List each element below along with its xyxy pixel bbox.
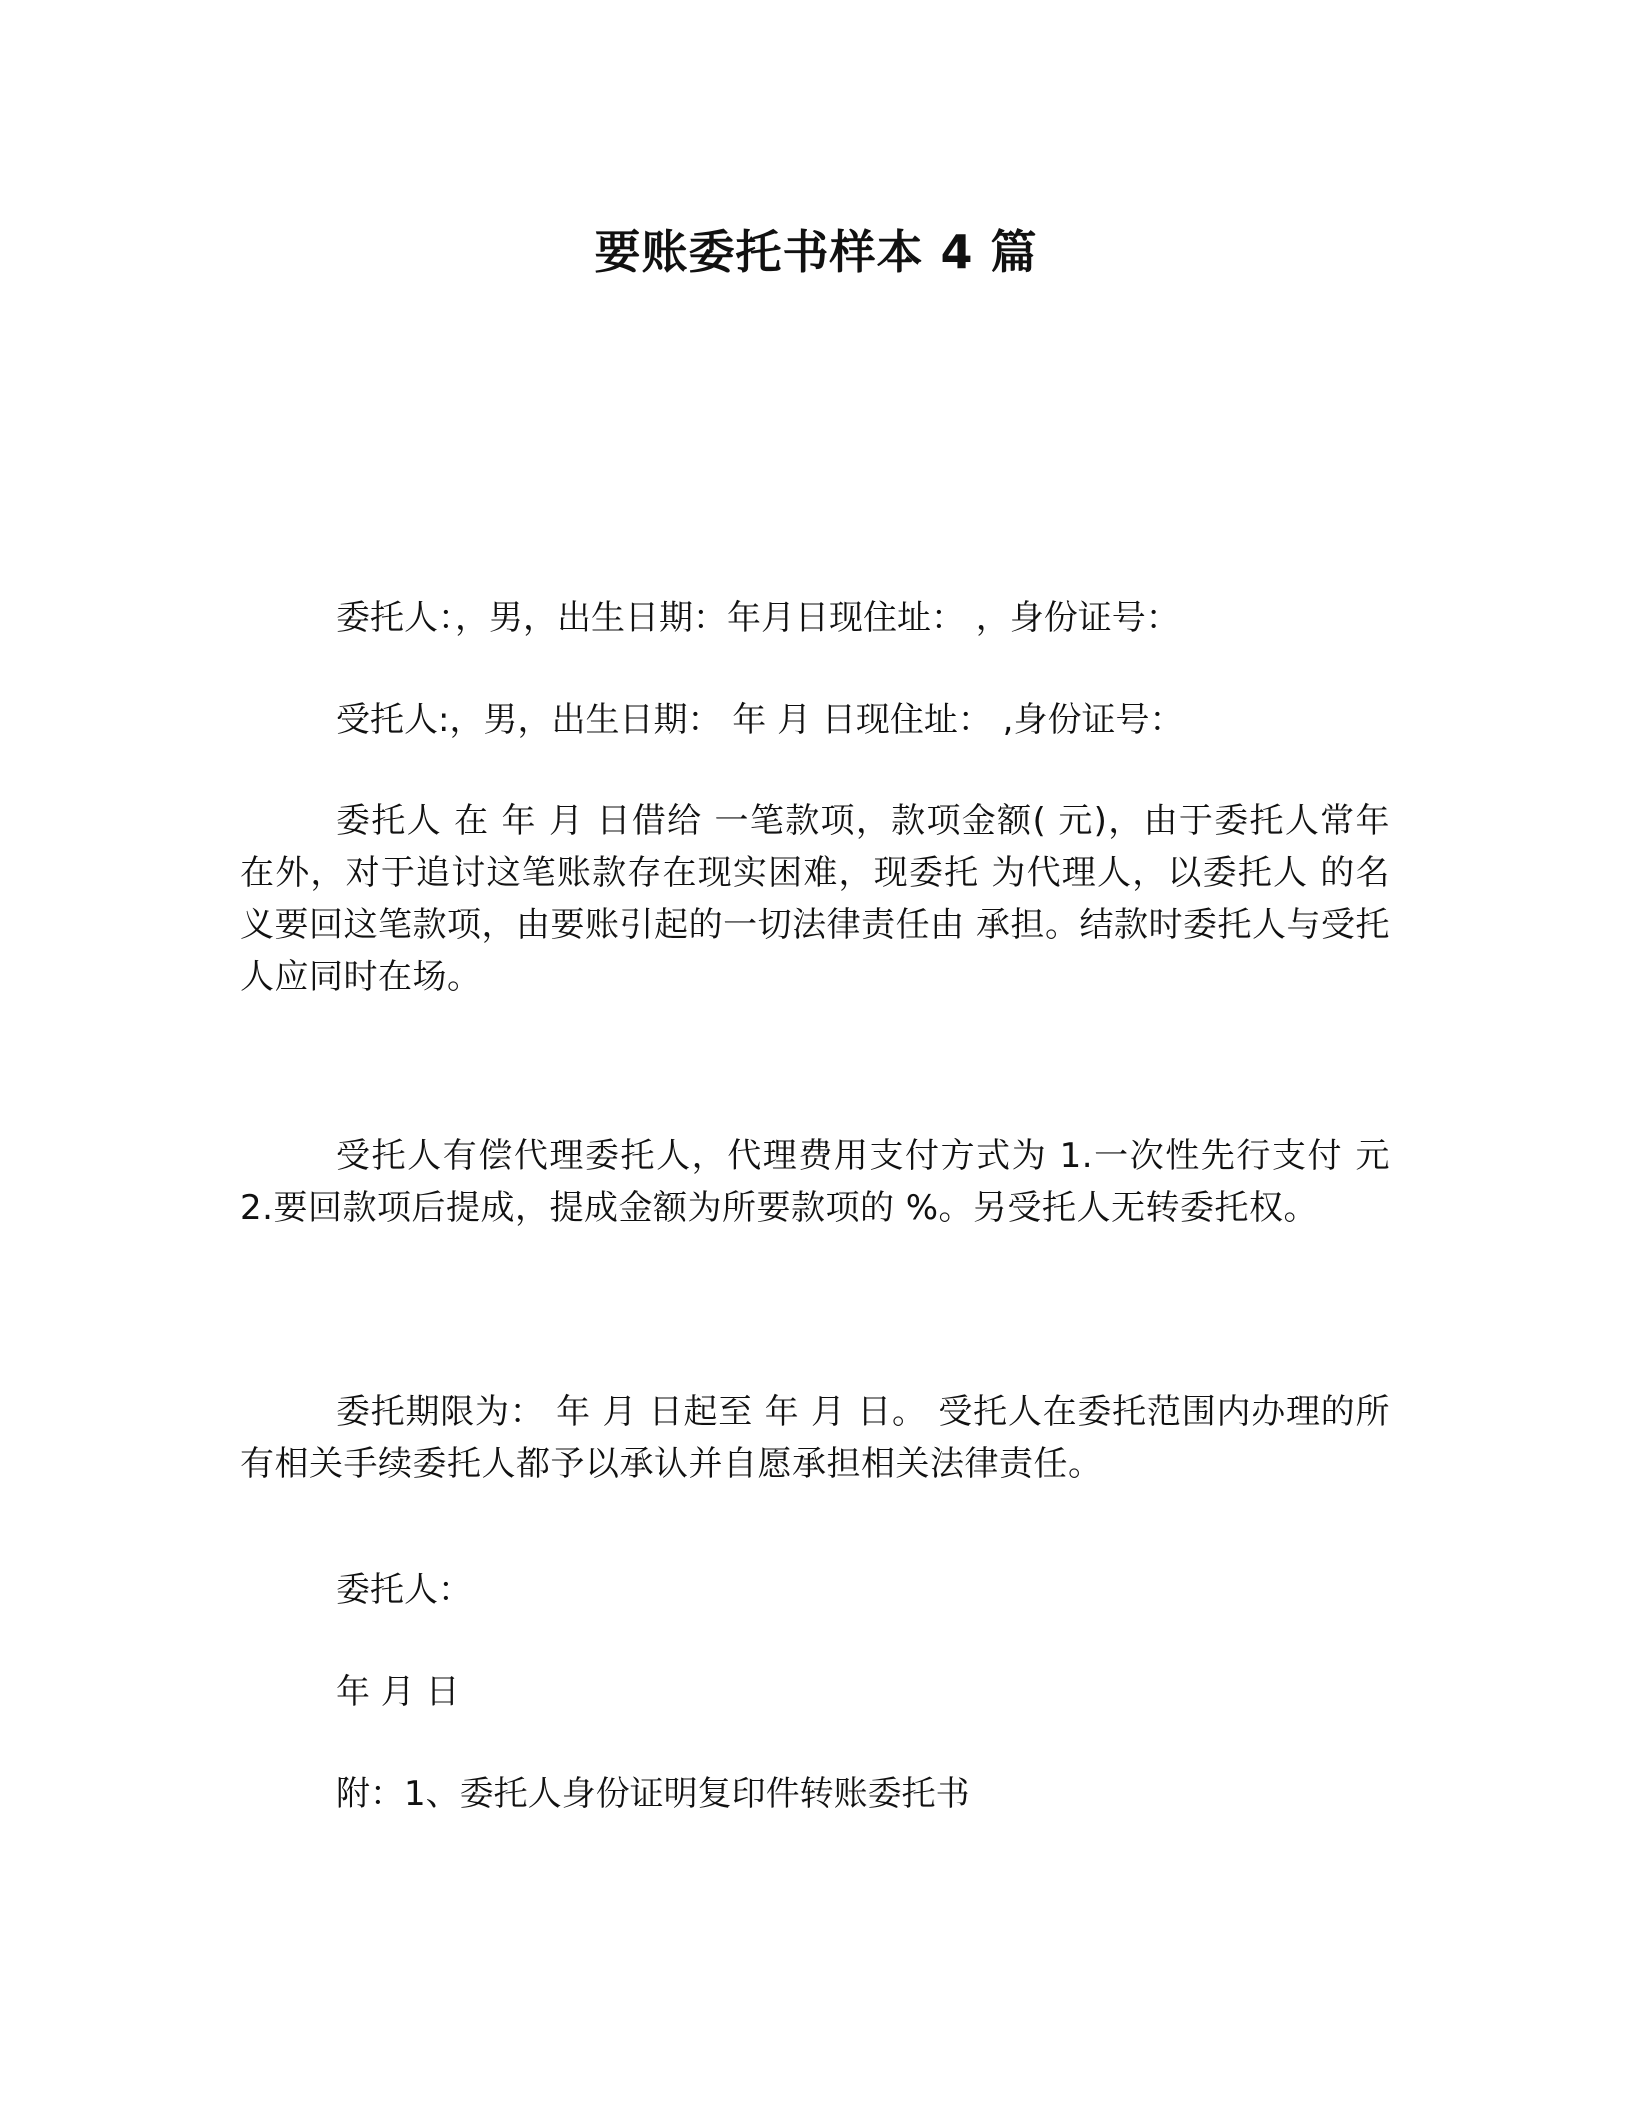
paragraph-principal-info: 委托人：，男，出生日期：年月日现住址： ，身份证号： bbox=[336, 598, 1180, 638]
signature-principal: 委托人： bbox=[336, 1570, 472, 1610]
attachment-note: 附：1、委托人身份证明复印件转账委托书 bbox=[336, 1774, 970, 1814]
paragraph-agent-info: 受托人:，男，出生日期： 年 月 日现住址： ,身份证号： bbox=[336, 700, 1184, 740]
paragraph-agency-fee: 受托人有偿代理委托人，代理费用支付方式为 1.一次性先行支付 元 2.要回款项后提成，提成金额为所要款项的 %。另受托人无转委托权。 bbox=[240, 1136, 1390, 1228]
paragraph-term: 委托期限为： 年 月 日起至 年 月 日。 受托人在委托范围内办理的所有相关手续委托人都予以承认并自愿承担相关法律责任。 bbox=[240, 1392, 1390, 1484]
paragraph-loan-details: 委托人 在 年 月 日借给 一笔款项，款项金额( 元)，由于委托人常年在外，对于追讨这笔账款存在现实困难，现委托 为代理人，以委托人 的名义要回这笔款项，由要账引起的一切法律责任由 承担。结款时委托人与受托人应同时在场。 bbox=[240, 801, 1390, 997]
signature-date: 年 月 日 bbox=[336, 1672, 460, 1712]
document-title: 要账委托书样本 4 篇 bbox=[594, 225, 1038, 279]
